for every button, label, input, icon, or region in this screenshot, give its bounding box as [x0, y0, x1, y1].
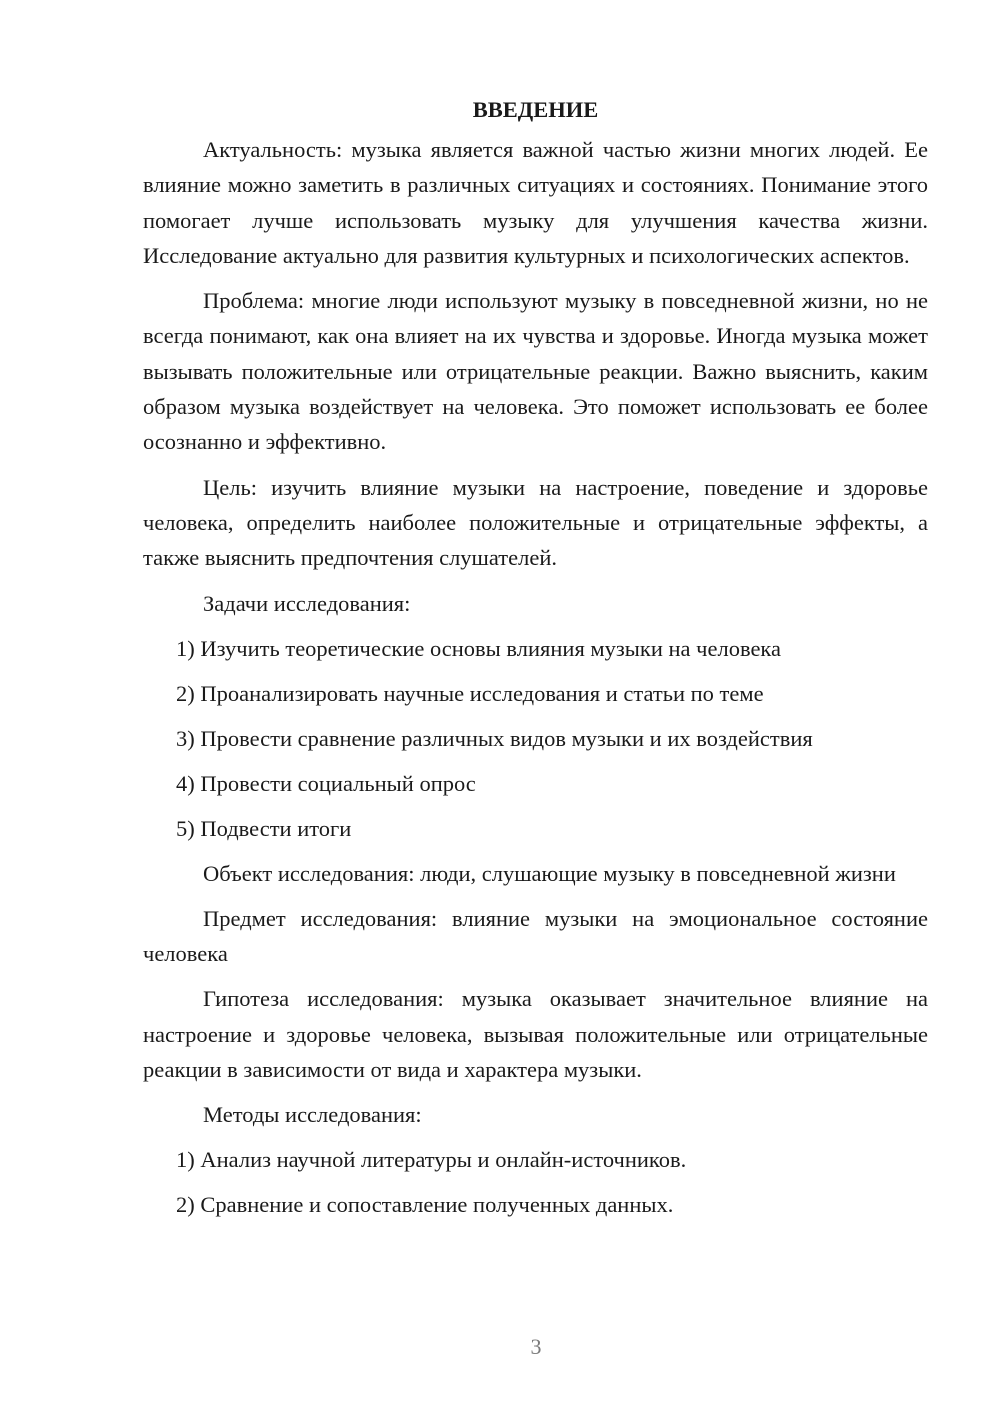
page-number: 3 [530, 1334, 542, 1359]
relevance-paragraph: Актуальность: музыка является важной частью жизни многих людей. Ее влияние можно заметить в различных ситуациях и состояниях. Понимание этого помогает лучше использовать музыку для улучшения качества жизни. Исследование актуально для развития культурных и психологических аспектов. [143, 137, 928, 268]
problem-paragraph: Проблема: многие люди используют музыку в повседневной жизни, но не всегда понимают, как она влияет на их чувства и здоровье. Иногда музыка может вызывать положительные или отрицательные реакции. Важно выяснить, каким образом музыка воздействует на человека. Это поможет использовать ее более осознанно и эффективно. [143, 288, 928, 455]
method-item: 1) Анализ научной литературы и онлайн-источников. [176, 1147, 687, 1173]
task-item: 3) Провести сравнение различных видов музыки и их воздействия [176, 725, 813, 751]
hypothesis-paragraph: Гипотеза исследования: музыка оказывает значительное влияние на настроение и здоровье человека, вызывая положительные или отрицательные реакции в зависимости от вида и характера музыки. [143, 986, 928, 1083]
subject-paragraph: Предмет исследования: влияние музыки на эмоциональное состояние человека [143, 905, 928, 967]
page-content [143, 96, 928, 1232]
tasks-list [143, 631, 928, 846]
task-item: 1) Изучить теоретические основы влияния музыки на человека [176, 635, 782, 661]
method-item: 2) Сравнение и сопоставление полученных данных. [176, 1192, 674, 1218]
task-item: 5) Подвести итоги [176, 815, 352, 841]
object-paragraph: Объект исследования: люди, слушающие музыку в повседневной жизни [203, 860, 896, 886]
goal-paragraph: Цель: изучить влияние музыки на настроение, поведение и здоровье человека, определить наиболее положительные и отрицательные эффекты, а также выяснить предпочтения слушателей. [143, 474, 928, 571]
tasks-label: Задачи исследования: [203, 590, 411, 616]
methods-list [143, 1142, 928, 1222]
section-title: ВВЕДЕНИЕ [472, 97, 599, 122]
task-item: 4) Провести социальный опрос [176, 770, 476, 796]
task-item: 2) Проанализировать научные исследования и статьи по теме [176, 680, 764, 706]
methods-label: Методы исследования: [203, 1102, 422, 1128]
